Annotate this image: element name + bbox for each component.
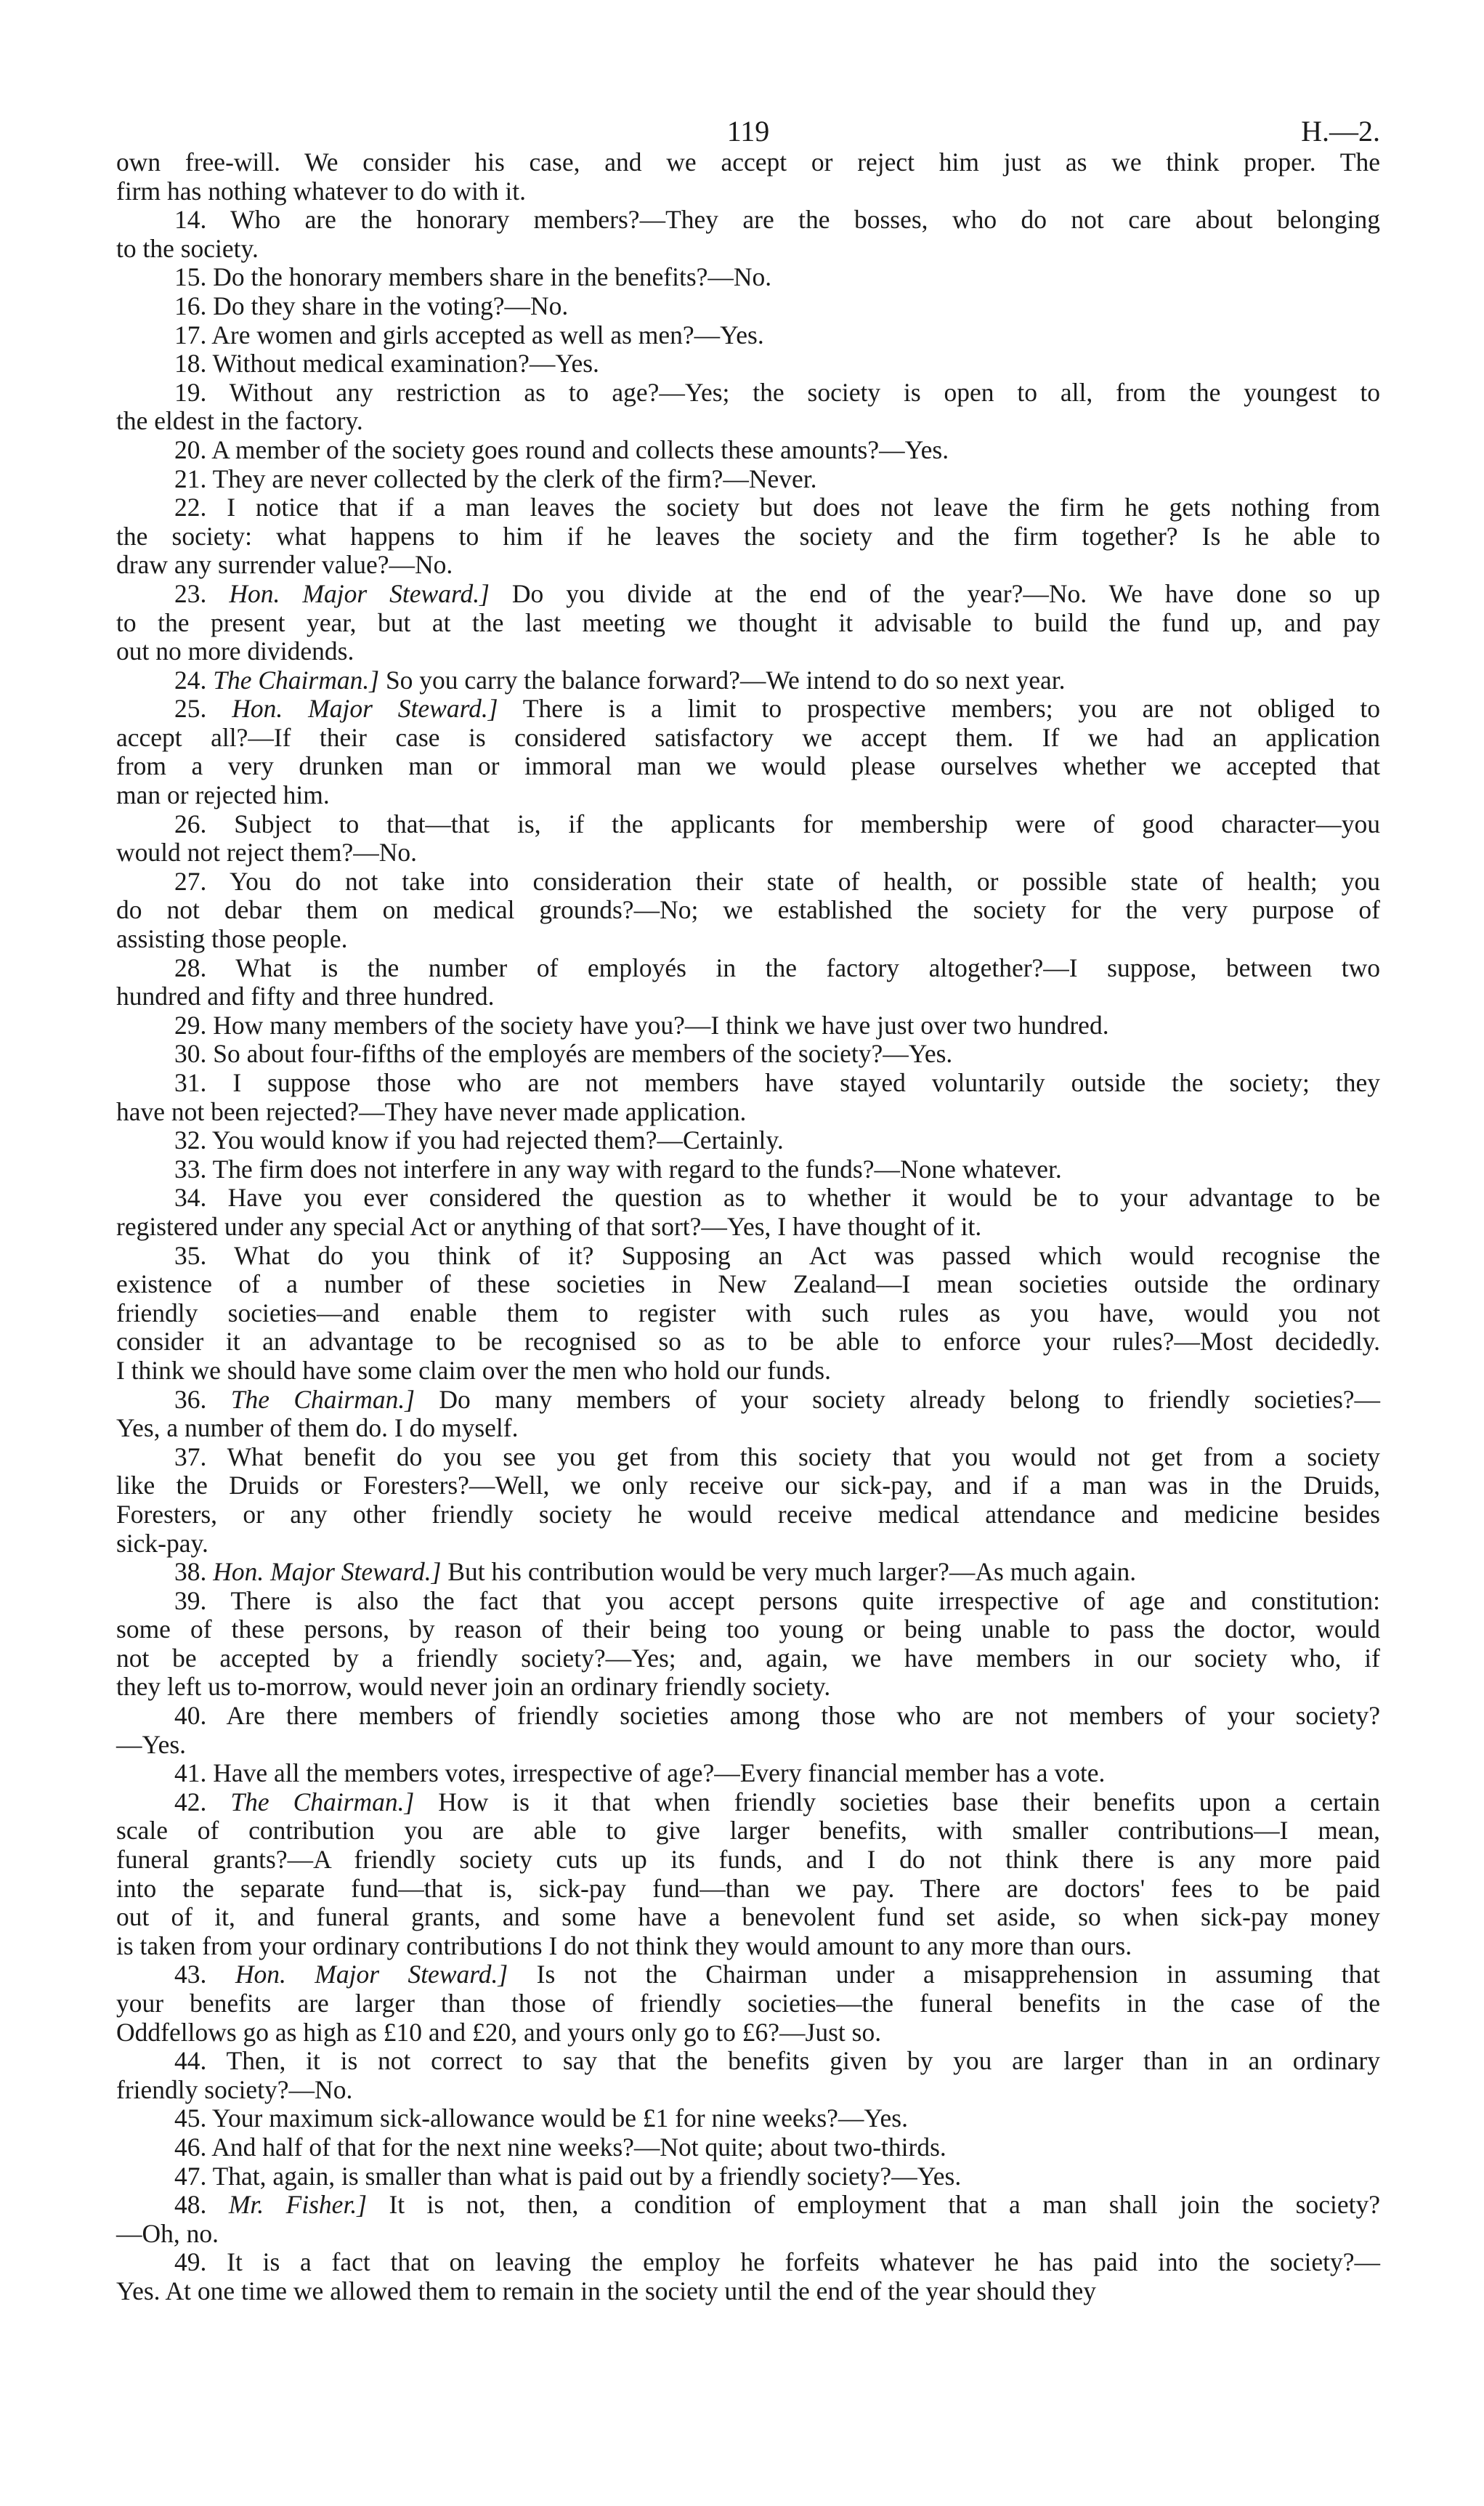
transcript-line: the society: what happens to him if he leaves the society and the firm together? Is he able to [116,521,1380,551]
speaker-name: Hon. Major Steward.] [232,694,498,724]
page-header [116,87,1380,148]
line-text: Do you divide at the end of the year?—No. We have done so up [489,578,1381,608]
transcript-line-first [116,695,1380,724]
transcript-line-first: 19. Without any restriction as to age?—Yes; the society is open to all, from the youngest to [174,377,1380,407]
transcript-line-first: 22. I notice that if a man leaves the society but does not leave the firm he gets nothing from [174,493,1380,522]
transcript-line-first: 28. What is the number of employés in the factory altogether?—I suppose, between two [174,953,1380,982]
transcript-line-first: 40. Are there members of friendly societies among those who are not members of your society? [174,1701,1380,1731]
page-number: 119 [726,115,770,147]
transcript-line-first: 49. It is a fact that on leaving the employ he forfeits whatever he has paid into the society?— [174,2247,1380,2277]
line-text: There is a limit to prospective members; you are not obliged to [498,694,1381,724]
transcript-line-first: 27. You do not take into consideration their state of health, or possible state of health; you [174,866,1380,896]
transcript-line: Yes, a number of them do. I do myself. [116,1413,519,1443]
transcript-line: registered under any special Act or anything of that sort?—Yes, I have thought of it. [116,1211,982,1241]
transcript-line-first: 29. How many members of the society have you?—I think we have just over two hundred. [174,1010,1109,1040]
transcript-line: Oddfellows go as high as £10 and £20, and yours only go to £6?—Just so. [116,2017,882,2047]
transcript-line: do not debar them on medical grounds?—No; we established the society for the very purpose of [116,895,1380,925]
transcript-line: consider it an advantage to be recognised so as to be able to enforce your rules?—Most decidedly. [116,1327,1380,1357]
question-number: 36. [174,1384,231,1414]
document-reference: H.—2. [1301,115,1380,147]
line-text: It is not, then, a condition of employment that a man shall join the society? [367,2190,1380,2220]
transcript-line: friendly societies—and enable them to register with such rules as you have, would you not [116,1298,1380,1327]
line-text: Is not the Chairman under a misapprehension in assuming that [508,1960,1381,1989]
transcript-line-first: 18. Without medical examination?—Yes. [174,349,599,379]
transcript-line: the eldest in the factory. [116,406,363,436]
transcript-line-first: 30. So about four-fifths of the employés are members of the society?—Yes. [174,1039,953,1069]
transcript-line-first: 45. Your maximum sick-allowance would be £1 for nine weeks?—Yes. [174,2103,908,2133]
document-page [116,87,1380,2306]
speaker-name: The Chairman.] [230,1787,415,1816]
transcript-line: —Oh, no. [116,2218,219,2248]
transcript-line-first: 46. And half of that for the next nine weeks?—Not quite; about two-thirds. [174,2132,946,2162]
transcript-line-first [116,1788,1380,1817]
transcript-line: to the society. [116,233,259,263]
transcript-line-first [116,666,1380,695]
question-number: 23. [174,578,230,608]
transcript-line: would not reject them?—No. [116,838,418,868]
transcript-line-first: 16. Do they share in the voting?—No. [174,291,569,320]
transcript-line-first: 34. Have you ever considered the question as to whether it would be to your advantage to be [174,1183,1380,1213]
line-text: Do many members of your society already belong to friendly societies?— [415,1384,1381,1414]
question-number: 38. [174,1557,214,1587]
transcript-line: man or rejected him. [116,780,330,810]
transcript-line-first: 15. Do the honorary members share in the benefits?—No. [174,262,772,292]
speaker-name: The Chairman.] [213,665,380,695]
transcript-line: scale of contribution you are able to give larger benefits, with smaller contributions—I mean, [116,1816,1380,1846]
transcript-line-first: 44. Then, it is not correct to say that the benefits given by you are larger than in an ordinary [174,2046,1380,2076]
transcript-line: draw any surrender value?—No. [116,550,453,580]
transcript-line-first [116,1558,1380,1587]
transcript-line-first: 14. Who are the honorary members?—They are the bosses, who do not care about belonging [174,205,1380,235]
speaker-name: Hon. Major Steward.] [213,1557,442,1587]
transcript-line: Yes. At one time we allowed them to remain in the society until the end of the year should they [116,2276,1097,2305]
transcript-line: out of it, and funeral grants, and some have a benevolent fund set aside, so when sick-pay money [116,1902,1380,1932]
transcript-line: firm has nothing whatever to do with it. [116,176,526,206]
transcript-line: accept all?—If their case is considered satisfactory we accept them. If we had an application [116,722,1380,752]
transcript-line-first: 26. Subject to that—that is, if the applicants for membership were of good character—you [174,809,1380,838]
transcript-line-first [116,580,1380,609]
transcript-line: is taken from your ordinary contributions I do not think they would amount to any more than ours. [116,1931,1132,1960]
transcript-line: to the present year, but at the last meeting we thought it advisable to build the fund up, and pay [116,607,1380,637]
transcript-line-first: 20. A member of the society goes round and collects these amounts?—Yes. [174,434,949,464]
line-text: How is it that when friendly societies base their benefits upon a certain [414,1787,1380,1816]
speaker-name: Hon. Major Steward.] [235,1960,508,1989]
transcript-line: your benefits are larger than those of friendly societies—the funeral benefits in the case of the [116,1989,1380,2018]
transcript-line-first: 31. I suppose those who are not members have stayed voluntarily outside the society; they [174,1068,1380,1097]
question-number: 24. [174,665,214,695]
transcript-line-first: 47. That, again, is smaller than what is paid out by a friendly society?—Yes. [174,2161,962,2191]
question-number: 43. [174,1960,235,1989]
transcript-line-first: 35. What do you think of it? Supposing an Act was passed which would recognise the [174,1240,1380,1270]
transcript-line-first: 41. Have all the members votes, irrespective of age?—Every financial member has a vote. [174,1758,1106,1788]
transcript-body [116,148,1380,2306]
transcript-line-first: 32. You would know if you had rejected them?—Certainly. [174,1125,784,1155]
line-text: So you carry the balance forward?—We intend to do so next year. [379,665,1066,695]
transcript-line: assisting those people. [116,924,348,954]
transcript-line: hundred and fifty and three hundred. [116,982,495,1011]
line-text: But his contribution would be very much larger?—As much again. [441,1557,1137,1587]
transcript-line: from a very drunken man or immoral man we would please ourselves whether we accepted that [116,751,1380,781]
transcript-line: some of these persons, by reason of their being too young or being unable to pass the doctor, would [116,1614,1380,1644]
speaker-name: Hon. Major Steward.] [229,578,490,608]
transcript-line: Foresters, or any other friendly society he would receive medical attendance and medicine besides [116,1499,1380,1529]
transcript-line: not be accepted by a friendly society?—Yes; and, again, we have members in our society who, if [116,1643,1380,1673]
transcript-line: have not been rejected?—They have never made application. [116,1096,747,1126]
transcript-line: I think we should have some claim over the men who hold our funds. [116,1355,831,1385]
speaker-name: Mr. Fisher.] [228,2190,368,2220]
transcript-line: into the separate fund—that is, sick-pay fund—than we pay. There are doctors' fees to be paid [116,1873,1380,1903]
transcript-line: friendly society?—No. [116,2074,353,2104]
question-number: 42. [174,1787,231,1816]
transcript-line: like the Druids or Foresters?—Well, we only receive our sick-pay, and if a man was in the Druids, [116,1471,1380,1500]
transcript-line: out no more dividends. [116,636,354,666]
transcript-line-first: own free-will. We consider his case, and we accept or reject him just as we think proper. The [116,147,1380,177]
transcript-line-first: 17. Are women and girls accepted as well as men?—Yes. [174,320,764,349]
transcript-line-first: 39. There is also the fact that you accept persons quite irrespective of age and constitution: [174,1585,1380,1615]
speaker-name: The Chairman.] [230,1384,415,1414]
transcript-line-first [116,1960,1380,1989]
transcript-line-first [116,1386,1380,1415]
transcript-line-first: 33. The firm does not interfere in any way with regard to the funds?—None whatever. [174,1154,1062,1184]
transcript-line: funeral grants?—A friendly society cuts up its funds, and I do not think there is any more paid [116,1845,1380,1875]
transcript-line: sick-pay. [116,1528,208,1558]
transcript-line-first: 37. What benefit do you see you get from this society that you would not get from a society [174,1442,1380,1471]
transcript-line: existence of a number of these societies in New Zealand—I mean societies outside the ordinary [116,1269,1380,1299]
transcript-line: —Yes. [116,1729,187,1759]
question-number: 25. [174,694,232,724]
transcript-line: they left us to-morrow, would never join an ordinary friendly society. [116,1672,831,1702]
question-number: 48. [174,2190,229,2220]
transcript-line-first: 21. They are never collected by the clerk of the firm?—Never. [174,464,817,493]
transcript-line-first [116,2191,1380,2220]
